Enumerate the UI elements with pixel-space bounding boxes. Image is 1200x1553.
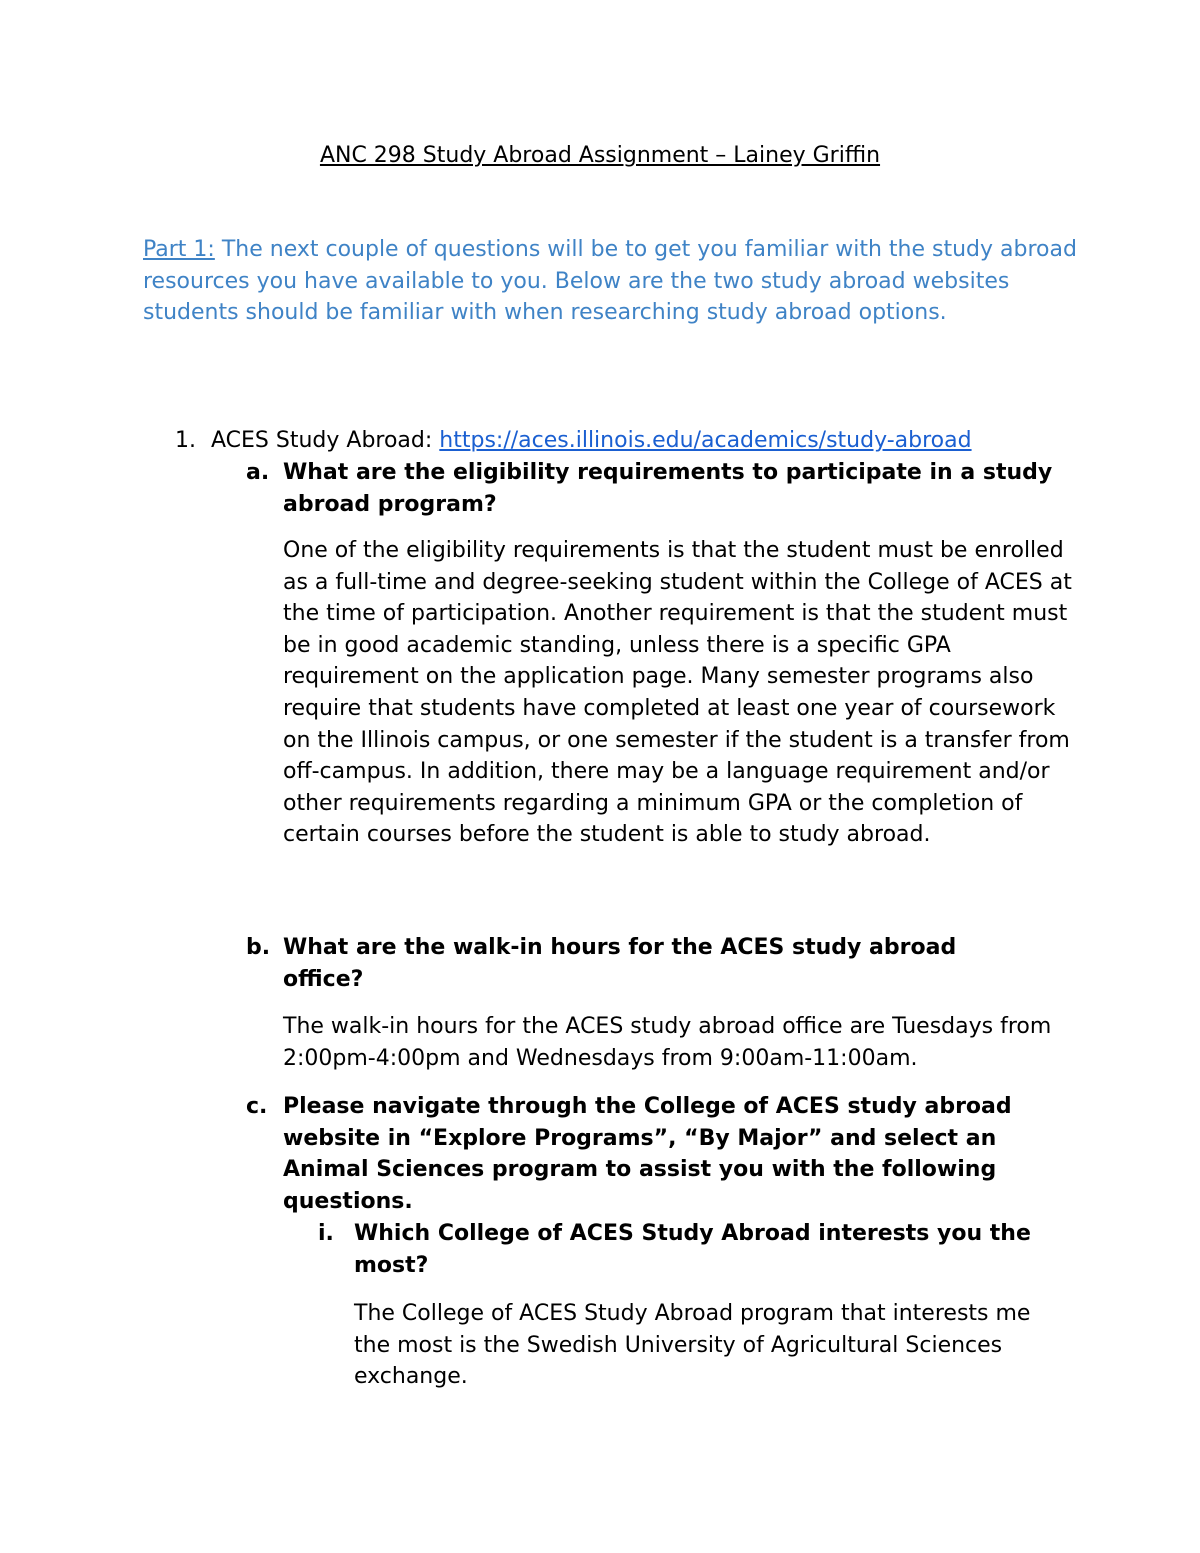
document-title: ANC 298 Study Abroad Assignment – Lainey Griffin xyxy=(319,143,881,168)
part1-label: Part 1: xyxy=(143,237,215,262)
question-b-marker: b. xyxy=(246,935,271,960)
answer-a-text: One of the eligibility requirements is that the student must be enrolled as a full-time and degree-seeking student within the College of ACES at the time of participation. Another requirement is that the student must be in good academic standing, unless there is a specific GPA requirement on the application page. Many semester programs also require that students have completed at least one year of coursework on the Illinois campus, or one semester if the student is a transfer from off-campus. In addition, there may be a language requirement and/or other requirements regarding a minimum GPA or the completion of certain courses before the student is able to study abroad. xyxy=(283,538,1072,848)
question-b-text: What are the walk-in hours for the ACES study abroad office? xyxy=(283,935,957,992)
part1-intro xyxy=(143,234,1078,329)
answer-b-text: The walk-in hours for the ACES study abroad office are Tuesdays from 2:00pm-4:00pm and Wednesdays from 9:00am-11:00am. xyxy=(283,1014,1052,1071)
part1-text: The next couple of questions will be to get you familiar with the study abroad resources you have available to you. Below are the two study abroad websites students should be familiar with when researching study abroad options. xyxy=(143,237,1077,326)
question-ci-marker: i. xyxy=(318,1221,334,1246)
question-c-marker: c. xyxy=(246,1094,268,1119)
item1-number: 1. xyxy=(175,428,196,453)
question-a-text: What are the eligibility requirements to participate in a study abroad program? xyxy=(283,460,1053,517)
answer-ci-text: The College of ACES Study Abroad program that interests me the most is the Swedish University of Agricultural Sciences exchange. xyxy=(354,1301,1031,1390)
question-ci-text: Which College of ACES Study Abroad interests you the most? xyxy=(354,1221,1031,1278)
item1-line xyxy=(211,425,972,457)
question-a-marker: a. xyxy=(246,460,270,485)
aces-study-abroad-link[interactable]: https://aces.illinois.edu/academics/study-abroad xyxy=(439,428,972,453)
question-c-text: Please navigate through the College of ACES study abroad website in “Explore Programs”, “By Major” and select an Animal Sciences program to assist you with the following questions. xyxy=(283,1094,1012,1214)
item1-label: ACES Study Abroad: xyxy=(211,428,440,453)
